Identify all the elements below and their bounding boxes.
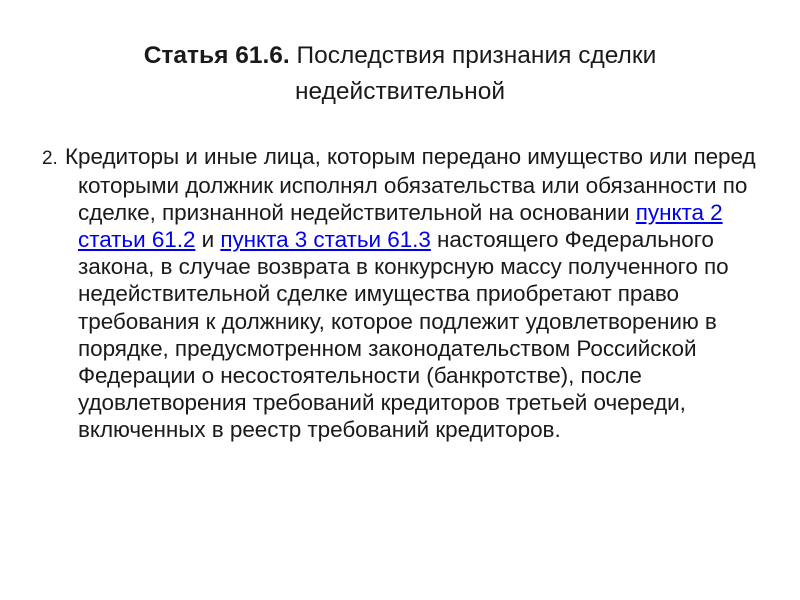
page-title [60,38,740,110]
paragraph-text-part-2: и [195,227,221,253]
article-title: Последствия признания сделки недействительной [294,42,657,105]
paragraph-text-part-3: настоящего Федерального закона, в случае возврата в конкурсную массу полученного по недействительной сделке имущества приобретают право требования к должнику, которое подлежит удовлетворению в порядке, предусмотренном законодательством Российской Федерации о несостоятельности (банкротстве), после удовлетворения требований кредиторов третьей очереди, включенных в реестр требований кредиторов. [78,227,729,442]
paragraph-number: 2. [42,148,58,169]
link-article-61-2[interactable]: пункта 2 статьи 61.2 [78,200,723,253]
article-paragraph [42,143,778,443]
link-article-61-3[interactable]: пункта 3 статьи 61.3 [220,227,431,253]
article-number: Статья 61.6. [143,42,290,69]
paragraph-text-part-1: Кредиторы и иные лица, которым передано имущество или перед которыми должник исполнял обязательства или обязанности по сделке, признанной недействительной на основании [64,144,756,226]
